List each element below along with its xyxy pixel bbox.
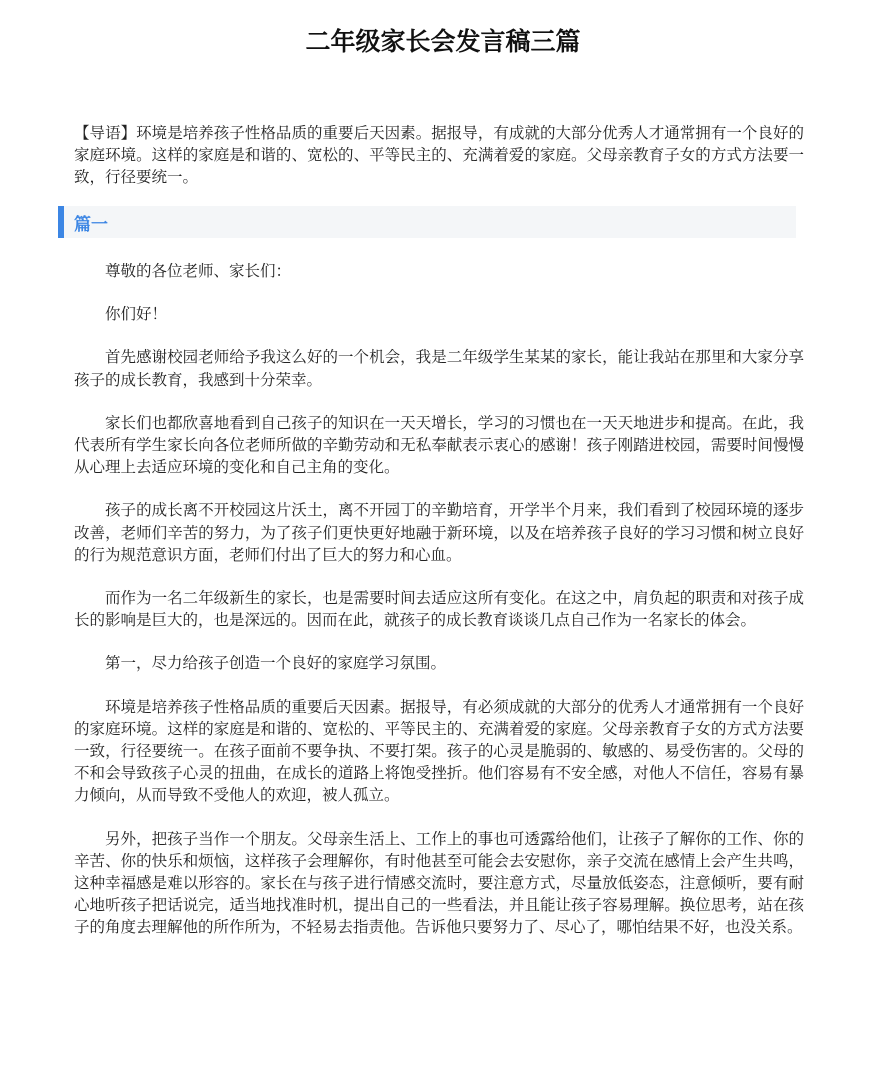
body-paragraph: 首先感谢校园老师给予我这么好的一个机会，我是二年级学生某某的家长，能让我站在那里和大家分享孩子的成长教育，我感到十分荣幸。: [74, 348, 804, 389]
point-heading-paragraph: 第一，尽力给孩子创造一个良好的家庭学习氛围。: [105, 654, 447, 673]
body-paragraph: 家长们也都欣喜地看到自己孩子的知识在一天天增长，学习的习惯也在一天天地进步和提高。在此，我代表所有学生家长向各位老师所做的辛勤劳动和无私奉献表示衷心的感谢！孩子刚踏进校园，需要时间慢慢从心理上去适应环境的变化和自己主角的变化。: [74, 413, 804, 477]
greeting-paragraph: 你们好！: [105, 305, 168, 324]
salutation-paragraph: 尊敬的各位老师、家长们：: [105, 262, 292, 280]
body-paragraph: 另外，把孩子当作一个朋友。父母亲生活上、工作上的事也可透露给他们，让孩子了解你的工作、你的辛苦、你的快乐和烦恼，这样孩子会理解你，有时他甚至可能会去安慰你，亲子交流在感情上会产生共鸣，这种幸福感是难以形容的。家长在与孩子进行情感交流时，要注意方式，尽量放低姿态，注意倾听，要有耐心地听孩子把话说完，适当地找准时机，提出自己的一些看法，并且能让孩子容易理解。换位思考，站在孩子的角度去理解他的所作所为，不轻易去指责他。告诉他只要努力了、尽心了，哪怕结果不好，也没关系。: [74, 829, 804, 937]
section-heading: [58, 206, 796, 238]
section-heading-label: 篇一: [74, 215, 108, 235]
body-paragraph: 孩子的成长离不开校园这片沃土，离不开园丁的辛勤培育，开学半个月来，我们看到了校园环境的逐步改善，老师们辛苦的努力，为了孩子们更快更好地融于新环境，以及在培养孩子良好的学习习惯和树立良好的行为规范意识方面，老师们付出了巨大的努力和心血。: [74, 501, 804, 564]
intro-paragraph: 【导语】环境是培养孩子性格品质的重要后天因素。据报导，有成就的大部分优秀人才通常拥有一个良好的家庭环境。这样的家庭是和谐的、宽松的、平等民主的、充满着爱的家庭。父母亲教育子女的方式方法要一致，行径要统一。: [74, 124, 804, 186]
body-paragraph: 而作为一名二年级新生的家长，也是需要时间去适应这所有变化。在这之中，肩负起的职责和对孩子成长的影响是巨大的，也是深远的。因而在此，就孩子的成长教育谈谈几点自己作为一名家长的体会。: [74, 589, 804, 630]
document-title: 二年级家长会发言稿三篇: [305, 27, 581, 56]
body-paragraph: 环境是培养孩子性格品质的重要后天因素。据报导，有必须成就的大部分的优秀人才通常拥有一个良好的家庭环境。这样的家庭是和谐的、宽松的、平等民主的、充满着爱的家庭。父母亲教育子女的方式方法要一致，行径要统一。在孩子面前不要争执、不要打架。孩子的心灵是脆弱的、敏感的、易受伤害的。父母的不和会导致孩子心灵的扭曲，在成长的道路上将饱受挫折。他们容易有不安全感，对他人不信任，容易有暴力倾向，从而导致不受他人的欢迎，被人孤立。: [74, 697, 804, 805]
body-text: [74, 260, 804, 960]
